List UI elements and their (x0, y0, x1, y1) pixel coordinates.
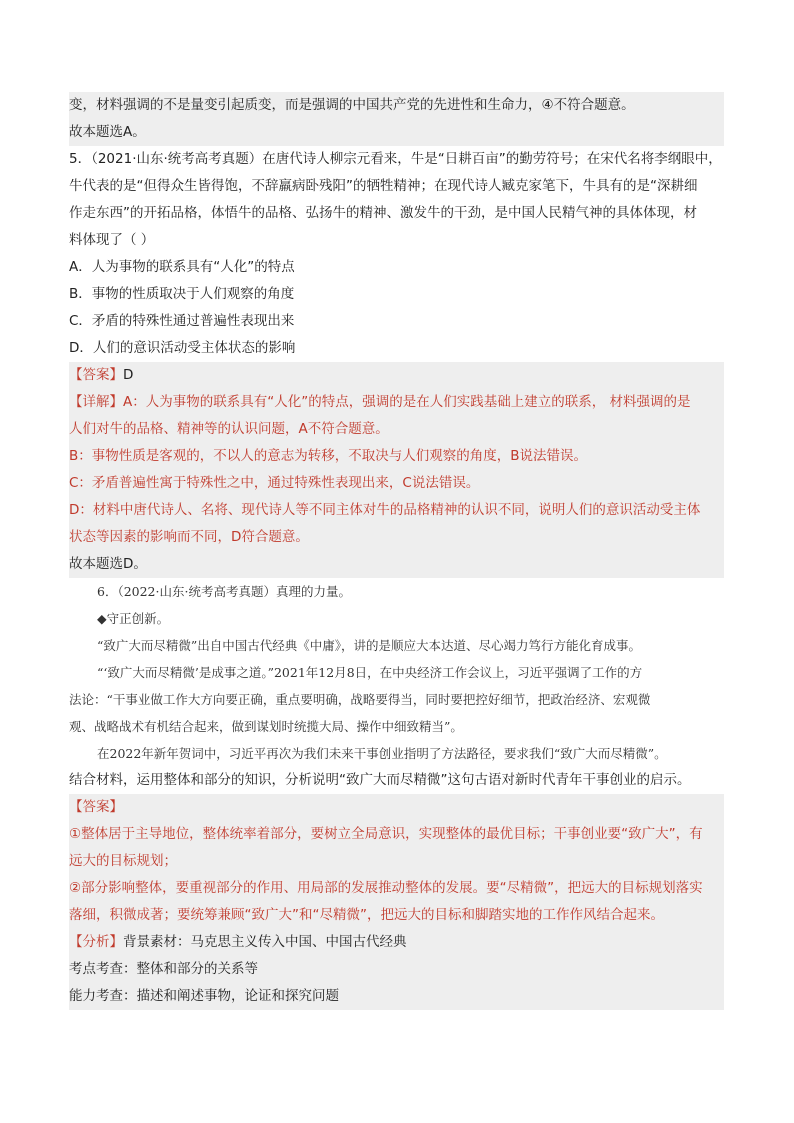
text-line: 变，材料强调的不是量变引起质变，而是强调的中国共产党的先进性和生命力，④不符合题意。 (69, 92, 724, 119)
detail-line: D：材料中唐代诗人、名将、现代诗人等不同主体对牛的品格精神的认识不同，说明人们的意识活动受主体 (69, 497, 724, 524)
answer-value: D (123, 367, 134, 383)
option-c: C．矛盾的特殊性通过普遍性表现出来 (69, 313, 295, 329)
detail-line: C：矛盾普遍性寓于特殊性之中，通过特殊性表现出来，C说法错误。 (69, 470, 724, 497)
answer-text: ①整体居于主导地位，整体统率着部分，要树立全局意识，实现整体的最优目标；干事创业要“致广大”，有 (69, 821, 724, 848)
option-b: B．事物的性质取决于人们观察的角度 (69, 286, 295, 302)
analysis-line (69, 929, 724, 956)
detail-line: 人们对牛的品格、精神等的认识问题，A不符合题意。 (69, 416, 724, 443)
question-stem: 料体现了（ ） (69, 232, 155, 248)
document-page (69, 92, 724, 1010)
question-stem: 作走东西”的开拓品格，体悟牛的品格、弘扬牛的精神、激发牛的干劲，是中国人民精气神的具体体现，材 (69, 205, 697, 221)
ability-line: 能力考查：描述和阐述事物，论证和探究问题 (69, 983, 724, 1010)
analysis-text: 背景素材：马克思主义传入中国、中国古代经典 (123, 934, 407, 950)
bullet-heading: ◆守正创新。 (97, 611, 170, 626)
material-paragraph: 在2022年新年贺词中，习近平再次为我们未来干事创业指明了方法路径，要求我们“致广大而尽精微”。 (97, 746, 667, 761)
answer-text: 落细，积微成著；要统筹兼顾“致广大”和“尽精微”，把远大的目标和脚踏实地的工作作风结合起来。 (69, 902, 724, 929)
answer-text: ②部分影响整体，要重视部分的作用、用局部的发展推动整体的发展。要“尽精微”，把远大的目标规划落实 (69, 875, 724, 902)
detail-text: A：人为事物的联系具有“人化”的特点，强调的是在人们实践基础上建立的联系， 材料强调的是 (123, 394, 691, 410)
answer-text: 远大的目标规划； (69, 848, 724, 875)
material-paragraph: “致广大而尽精微”出自中国古代经典《中庸》，讲的是顺应大本达道、尽心竭力笃行方能化育成事。 (97, 638, 642, 653)
answer-line (69, 794, 724, 821)
question-prompt: 结合材料，运用整体和部分的知识，分析说明“致广大而尽精微”这句古语对新时代青年干事创业的启示。 (69, 772, 691, 788)
material-paragraph: 法论：“干事业做工作大方向要正确，重点要明确，战略要得当，同时要把控好细节，把政治经济、宏观微 (69, 692, 651, 707)
analysis-tag: 【分析】 (69, 934, 123, 950)
question-stem: 6．（2022·山东·统考高考真题）真理的力量。 (97, 584, 351, 599)
text-line: 故本题选A。 (69, 119, 724, 146)
detail-line (69, 389, 724, 416)
detail-line: 状态等因素的影响而不同，D符合题意。 (69, 524, 724, 551)
answer-tag: 【答案】 (69, 799, 123, 815)
material-paragraph: 观、战略战术有机结合起来，做到谋划时统揽大局、操作中细致精当”。 (69, 719, 463, 734)
detail-tag: 【详解】 (69, 394, 123, 410)
question-stem: 牛代表的是“但得众生皆得饱，不辞羸病卧残阳”的牺牲精神；在现代诗人臧克家笔下，牛具有的是“深耕细 (69, 178, 698, 194)
detail-line: B：事物性质是客观的，不以人的意志为转移，不取决与人们观察的角度，B说法错误。 (69, 443, 724, 470)
question-stem: 5．（2021·山东·统考高考真题）在唐代诗人柳宗元看来，牛是“日耕百亩”的勤劳符号；在宋代名将李纲眼中， (69, 151, 722, 167)
option-d: D．人们的意识活动受主体状态的影响 (69, 340, 296, 356)
detail-conclusion: 故本题选D。 (69, 551, 724, 578)
material-paragraph: “‘致广大而尽精微’是成事之道。”2021年12月8日，在中央经济工作会议上，习近平强调了工作的方 (97, 665, 643, 680)
answer-tag: 【答案】 (69, 367, 123, 383)
option-a: A．人为事物的联系具有“人化”的特点 (69, 259, 295, 275)
answer-line (69, 362, 724, 389)
point-line: 考点考查：整体和部分的关系等 (69, 956, 724, 983)
